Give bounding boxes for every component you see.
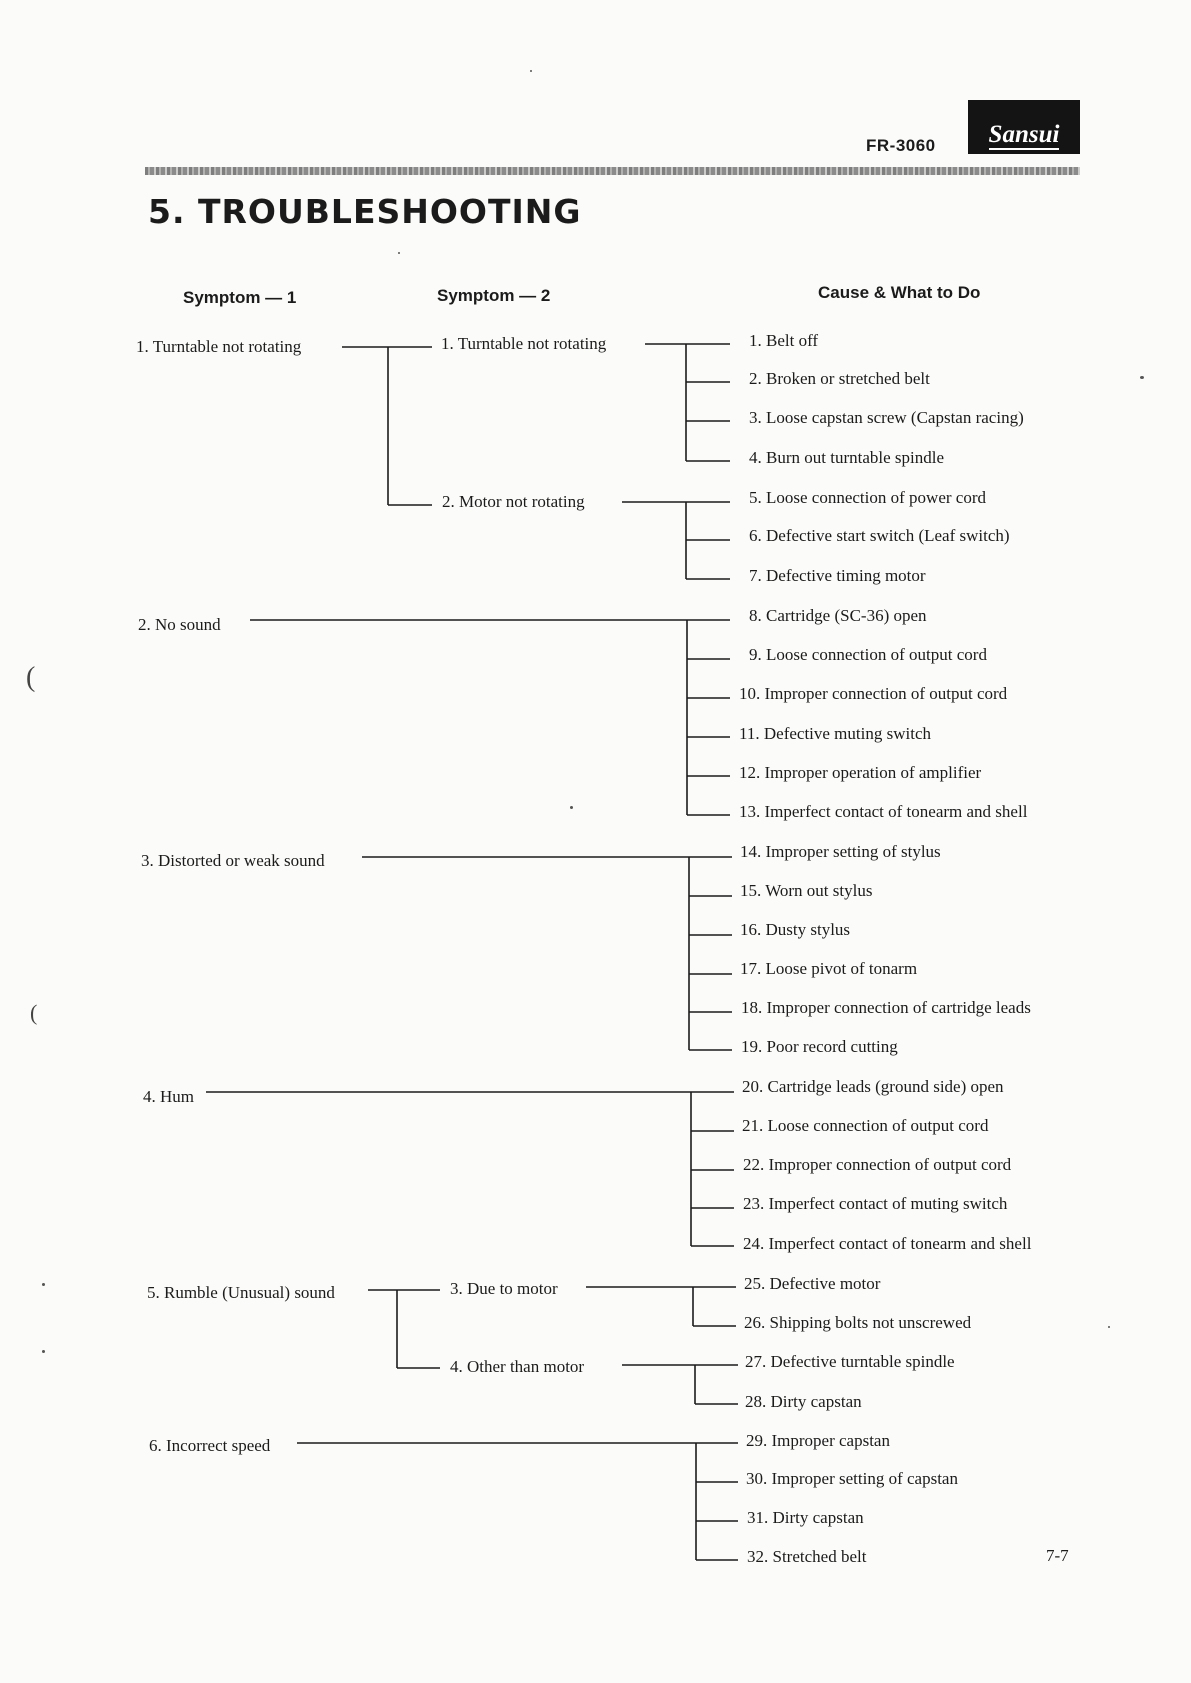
symptom1-hum: 4. Hum [143, 1087, 194, 1106]
cause-item: 21. Loose connection of output cord [742, 1116, 989, 1135]
cause-item: 26. Shipping bolts not unscrewed [744, 1313, 972, 1332]
cause-item: 8. Cartridge (SC-36) open [749, 606, 927, 625]
page-title: 5. TROUBLESHOOTING [148, 192, 582, 231]
symptom2-other-than-motor: 4. Other than motor [450, 1357, 585, 1376]
cause-item: 2. Broken or stretched belt [749, 369, 930, 388]
column-heading-cause: Cause & What to Do [818, 283, 981, 302]
cause-item: 1. Belt off [749, 331, 819, 350]
column-heading-symptom-1: Symptom — 1 [183, 288, 297, 307]
model-number: FR-3060 [866, 136, 936, 155]
symptom1-rumble-sound: 5. Rumble (Unusual) sound [147, 1283, 335, 1302]
cause-item: 14. Improper setting of stylus [740, 842, 941, 861]
cause-item: 13. Imperfect contact of tonearm and shell [739, 802, 1028, 821]
scan-speck [42, 1283, 45, 1286]
cause-item: 22. Improper connection of output cord [743, 1155, 1012, 1174]
scan-speck [1140, 376, 1144, 379]
symptom1-distorted-or-weak-sound: 3. Distorted or weak sound [141, 851, 325, 870]
symptom2-turntable-not-rotating: 1. Turntable not rotating [441, 334, 607, 353]
cause-item: 28. Dirty capstan [745, 1392, 862, 1411]
cause-item: 25. Defective motor [744, 1274, 881, 1293]
scan-speck [398, 252, 400, 254]
symptom2-due-to-motor: 3. Due to motor [450, 1279, 558, 1298]
scan-speck [42, 1350, 45, 1353]
cause-item: 3. Loose capstan screw (Capstan racing) [749, 408, 1024, 427]
scan-speck [530, 70, 532, 72]
margin-mark: ( [30, 1000, 38, 1025]
symptom1-incorrect-speed: 6. Incorrect speed [149, 1436, 271, 1455]
cause-item: 17. Loose pivot of tonarm [740, 959, 918, 978]
cause-item: 23. Imperfect contact of muting switch [743, 1194, 1008, 1213]
cause-item: 6. Defective start switch (Leaf switch) [749, 526, 1010, 545]
cause-item: 27. Defective turntable spindle [745, 1352, 955, 1371]
cause-item: 4. Burn out turntable spindle [749, 448, 945, 467]
symptom1-turntable-not-rotating: 1. Turntable not rotating [136, 337, 302, 356]
column-heading-symptom-2: Symptom — 2 [437, 286, 551, 305]
cause-item: 20. Cartridge leads (ground side) open [742, 1077, 1004, 1096]
cause-item: 12. Improper operation of amplifier [739, 763, 982, 782]
cause-item: 31. Dirty capstan [747, 1508, 864, 1527]
cause-item: 11. Defective muting switch [739, 724, 931, 743]
cause-item: 32. Stretched belt [747, 1547, 867, 1566]
cause-item: 5. Loose connection of power cord [749, 488, 986, 507]
page-number: 7-7 [1046, 1546, 1069, 1565]
cause-item: 19. Poor record cutting [741, 1037, 898, 1056]
scan-speck [1108, 1326, 1110, 1328]
cause-item: 16. Dusty stylus [740, 920, 851, 939]
cause-item: 7. Defective timing motor [749, 566, 926, 585]
cause-item: 18. Improper connection of cartridge leads [741, 998, 1031, 1017]
symptom1-no-sound: 2. No sound [138, 615, 221, 634]
cause-item: 30. Improper setting of capstan [746, 1469, 958, 1488]
cause-item: 29. Improper capstan [746, 1431, 890, 1450]
cause-item: 15. Worn out stylus [740, 881, 873, 900]
cause-item: 9. Loose connection of output cord [749, 645, 987, 664]
cause-item: 24. Imperfect contact of tonearm and shell [743, 1234, 1032, 1253]
symptom2-motor-not-rotating: 2. Motor not rotating [442, 492, 585, 511]
cause-item: 10. Improper connection of output cord [739, 684, 1008, 703]
scan-speck [570, 806, 573, 809]
margin-mark: ( [26, 662, 36, 693]
brand-logo-text: Sansui [988, 121, 1060, 148]
